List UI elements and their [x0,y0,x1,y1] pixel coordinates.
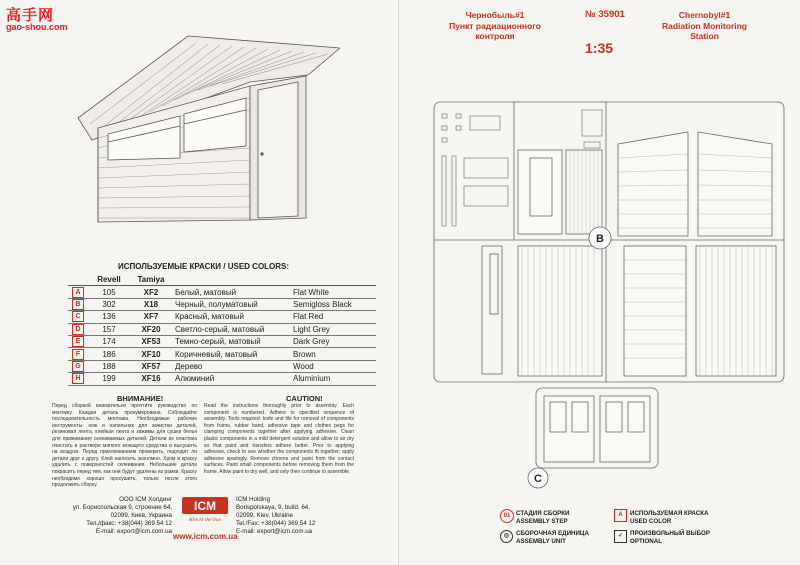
title-ru: Чернобыль#1 Пункт радиационного контроля [449,10,541,41]
legend-assembly-unit: СБОРОЧНАЯ ЕДИНИЦА ASSEMBLY UNIT [516,530,589,545]
color-code-icon: E [72,336,84,347]
sprue-b-tag [589,227,611,249]
revell-code: 302 [88,298,130,310]
revell-code: 199 [88,373,130,385]
tamiya-code: X18 [130,298,172,310]
color-name-ru: Алюминий [172,373,290,385]
footer-ru: ООО ICM Холдинг ул. Бориспольская 9, строение 64, 02099, Киев, Украина Тел./факс: +38(044) 369 54 12 E-mail: export@icm.com.ua [72,496,172,535]
color-name-en: Aluminium [290,373,376,385]
color-code-icon: D [72,324,84,335]
color-code-icon: F [72,349,84,360]
color-row [68,311,376,323]
tamiya-code: XF53 [130,335,172,347]
svg-text:ICM: ICM [194,499,216,513]
svg-text:C: C [534,473,542,485]
kit-number: № 35901 [585,9,625,20]
assembly-unit-icon: ◎ [500,530,513,543]
legend-used-color: ИСПОЛЬЗУЕМАЯ КРАСКА USED COLOR [630,510,709,525]
color-row [68,323,376,335]
revell-code: 188 [88,360,130,372]
tamiya-code: XF2 [130,286,172,298]
kit-scale: 1:35 [585,40,614,56]
color-row [68,360,376,372]
left-page [0,0,399,565]
color-name-en: Wood [290,360,376,372]
warning-text-en: Read the instructions thoroughly prior to assembly. Each component is numbered. Adhere to specified sequence of assembly. Tools required: knife and file for removal of components from frame, rubber band, adhesive tape and clothes pegs for clamping components together after applying adhesive. Clean plastic components in a mild detergent solution and allow to air dry so that paint and transfers adhere better. Prior to applying adhesive, check to see whether the components fit together; apply adhesive sparingly. Remove chrome and paint from the contact surfaces. Paint small components before removing them from the frame. Allow paint to dry well, and only then continue to assemble. [204,403,354,475]
color-name-en: Light Grey [290,323,376,335]
tamiya-code: XF7 [130,311,172,323]
color-name-ru: Светло-серый, матовый [172,323,290,335]
svg-text:Kits in the box: Kits in the box [189,517,221,523]
color-code-icon: H [72,373,84,384]
optional-icon: ✓ [614,530,627,543]
color-name-ru: Белый, матовый [172,286,290,298]
color-row [68,373,376,385]
color-name-en: Dark Grey [290,335,376,347]
color-code-icon: C [72,311,84,322]
color-name-en: Semigloss Black [290,298,376,310]
watermark-logo: 高手网 [6,7,55,24]
color-row [68,335,376,347]
revell-code: 157 [88,323,130,335]
color-name-ru: Коричневый, матовый [172,348,290,360]
warning-title-ru: ВНИМАНИЕ! [117,394,164,403]
tamiya-code: XF57 [130,360,172,372]
used-color-icon: A [614,509,627,522]
legend-optional: ПРОИЗВОЛЬНЫЙ ВЫБОР OPTIONAL [630,530,710,545]
color-row [68,348,376,360]
color-code-icon: B [72,299,84,310]
color-name-en: Brown [290,348,376,360]
tamiya-code: XF10 [130,348,172,360]
color-code-icon: A [72,287,84,298]
icm-logo [182,497,228,523]
warning-title-en: CAUTION! [286,394,323,403]
tamiya-code: XF20 [130,323,172,335]
color-name-ru: Черный, полуматовый [172,298,290,310]
legend-assembly-step: СТАДИЯ СБОРКИ ASSEMBLY STEP [516,510,570,525]
color-code-icon: G [72,361,84,372]
sprue-c-tag [528,468,548,488]
sprue-diagram [430,96,792,496]
color-name-en: Flat White [290,286,376,298]
assembly-step-icon: 01 [500,509,514,523]
svg-text:B: B [596,233,604,245]
colors-title: ИСПОЛЬЗУЕМЫЕ КРАСКИ / USED COLORS: [118,262,290,271]
color-name-en: Flat Red [290,311,376,323]
radiation-station-illustration [70,30,340,252]
color-name-ru: Темно-серый, матовый [172,335,290,347]
color-name-ru: Дерево [172,360,290,372]
footer-en: ICM Holding Borispolskaya, 9, build. 64, 02099, Kiev, Ukraine Tel./Fax: +38(044) 369 54 12 E-mail: export@icm.com.ua [236,496,316,535]
colors-table [68,274,376,386]
tamiya-code: XF16 [130,373,172,385]
revell-code: 105 [88,286,130,298]
warning-text-ru: Перед сборкой внимательно прочтите руководство по монтажу. Каждая деталь пронумерована. Соблюдайте последовательность монтажа. Необходимые рабочие инструменты: нож и напильник для зачистки деталей, резиновая лента, клейкая лента и зажимы для сушки белья для прижимания склеиваемых деталей. Детали из пластика очистить в растворе мягкого моющего средства и высушить на воздухе. Перед приклеиванием проверить, подходят ли детали друг к другу. Клей наносить экономно. Хром и краску удалить с поверхностей склеивания. Небольшие детали покрасить перед тем, как они будут удалены из рамки. Краску необходимо хорошо просушить, только после этого продолжить сборку. [52,403,197,489]
color-row [68,298,376,310]
revell-code: 174 [88,335,130,347]
revell-code: 136 [88,311,130,323]
color-name-ru: Красный, матовый [172,311,290,323]
website-link[interactable]: www.icm.com.ua [173,532,238,541]
tamiya-header: Tamiya [130,274,172,286]
title-en: Chernobyl#1 Radiation Monitoring Station [662,10,747,41]
revell-code: 186 [88,348,130,360]
revell-header: Revell [88,274,130,286]
watermark-url: gao-shou.com [6,22,68,32]
color-row [68,286,376,298]
